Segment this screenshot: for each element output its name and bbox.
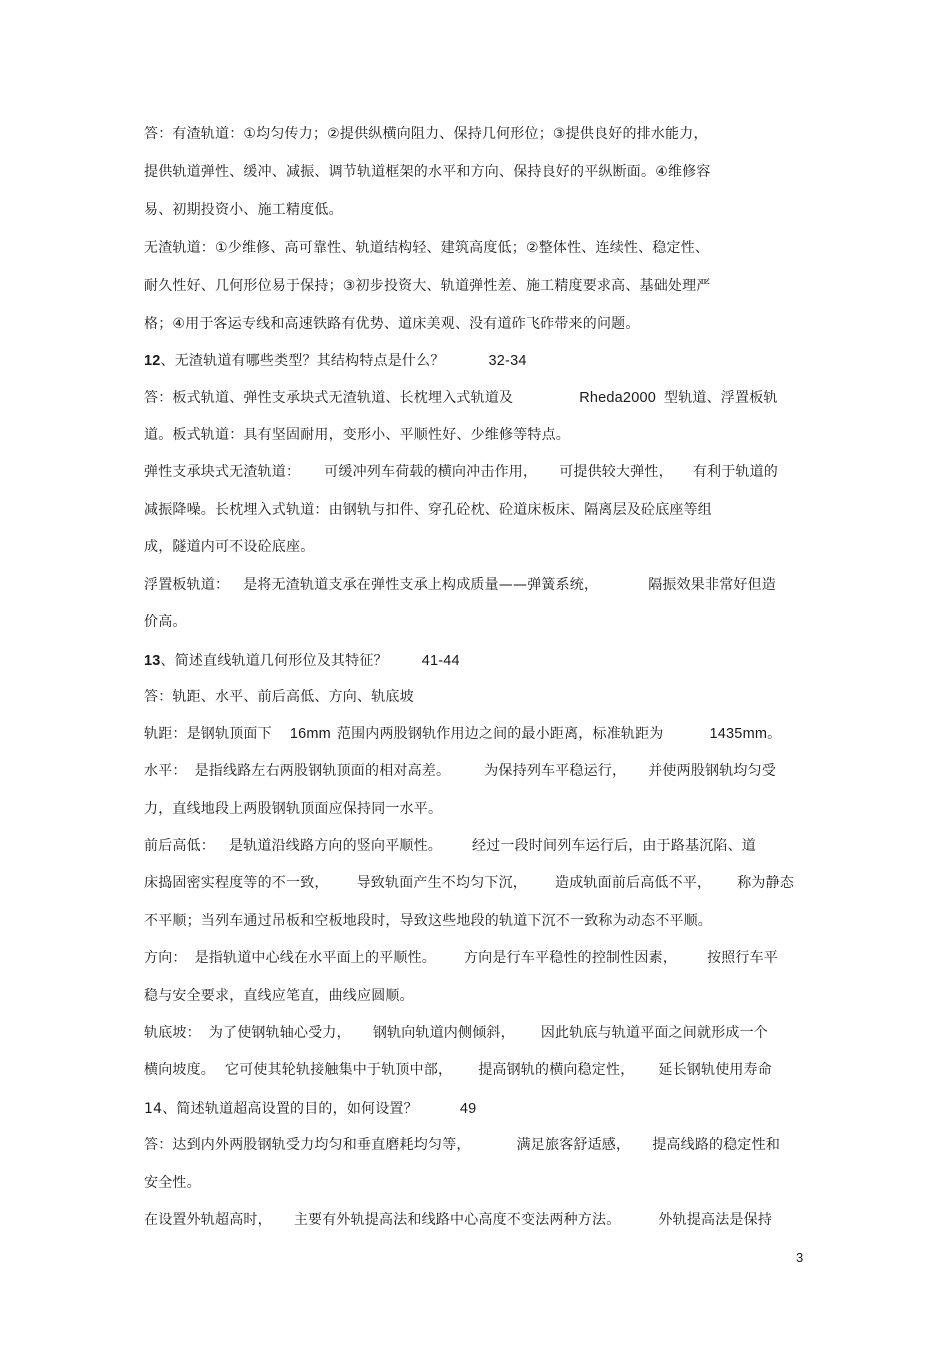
text-segment: 易、初期投资小、施工精度低。 (144, 202, 343, 218)
text-segment: 因此轨底与轨道平面之间就形成一个 (540, 1025, 769, 1041)
text-segment: 隔振效果非常好但造 (648, 577, 777, 593)
text-segment: 轨距：是钢轨顶面下 (144, 726, 272, 742)
text-segment: 是指线路左右两股钢轨顶面的相对高差。 (194, 763, 451, 779)
text-segment: 答：有渣轨道：①均匀传力；②提供纵横向阻力、保持几何形位；③提供良好的排水能力， (144, 126, 708, 142)
text-segment: 称为静态 (737, 875, 795, 891)
text-segment: 它可使其轮轨接触集中于轨顶中部， (225, 1062, 453, 1078)
text-segment: Rheda2000 (579, 390, 656, 406)
question-text: 、无渣轨道有哪些类型？其结构特点是什么？ (160, 353, 445, 369)
text-line (144, 161, 711, 183)
text-segment: 提高线路的稳定性和 (652, 1137, 781, 1153)
text-segment: 提高钢轨的横向稳定性， (478, 1062, 635, 1078)
text-segment: 可提供较大弹性， (559, 464, 673, 480)
text-segment: 1435mm (709, 726, 768, 742)
text-segment: 有利于轨道的 (692, 464, 779, 480)
text-segment: 为了使钢轨轴心受力， (208, 1025, 351, 1041)
text-segment: 耐久性好、几何形位易于保持；③初步投资大、轨道弹性差、施工精度要求高、基础处理严 (144, 278, 711, 294)
question-text: 、简述直线轨道几何形位及其特征？ (160, 653, 388, 669)
text-segment: 成，隧道内可不设砼底座。 (144, 539, 315, 555)
text-line (144, 275, 711, 297)
text-line (144, 611, 187, 633)
text-segment: 外轨提高法是保持 (658, 1212, 773, 1228)
text-segment: 延长钢轨使用寿命 (658, 1062, 773, 1078)
text-segment: 不平顺；当列车通过吊板和空板地段时，导致这些地段的轨道下沉不一致称为动态不平顺。 (144, 913, 712, 929)
text-line (144, 723, 781, 745)
text-line (144, 199, 343, 221)
page-reference: 41-44 (421, 653, 460, 669)
text-segment: 是轨道沿线路方向的竖向平顺性。 (229, 838, 442, 854)
text-segment: 床捣固密实程度等的不一致， (144, 875, 329, 891)
text-line (144, 835, 756, 857)
text-segment: 稳与安全要求，直线应笔直，曲线应圆顺。 (144, 988, 414, 1004)
page-number: 3 (796, 1250, 804, 1265)
text-segment: 主要有外轨提高法和线路中心高度不变法两种方法。 (293, 1212, 621, 1228)
page-reference: 32-34 (488, 353, 527, 369)
text-line (144, 461, 778, 483)
text-line (144, 313, 640, 335)
text-line (144, 686, 414, 708)
text-segment: 造成轨面前后高低不平， (555, 875, 712, 891)
text-segment: 前后高低： (144, 838, 215, 854)
text-segment: 道。板式轨道：具有坚固耐用，变形小、平顺性好、少维修等特点。 (144, 427, 570, 443)
text-segment: 导致轨面产生不均匀下沉， (356, 875, 528, 891)
text-line (144, 1022, 768, 1044)
text-segment: 弹性支承块式无渣轨道： (144, 464, 301, 480)
text-line (144, 1209, 772, 1231)
text-line (144, 947, 778, 969)
text-segment: 轨底坡： (144, 1025, 201, 1041)
text-segment: 范围内两股钢轨作用边之间的最小距离，标准轨距为 (336, 726, 664, 742)
text-segment: 浮置板轨道： (144, 577, 230, 593)
text-line (144, 760, 776, 782)
text-segment: 在设置外轨超高时， (144, 1212, 272, 1228)
text-segment: 是将无渣轨道支承在弹性支承上构成质量——弹簧系统， (243, 577, 599, 593)
question-text: 14、简述轨道超高设置的目的，如何设置？ (144, 1101, 418, 1117)
text-segment: 满足旅客舒适感， (516, 1137, 631, 1153)
text-line (144, 424, 570, 446)
text-segment: 答：轨距、水平、前后高低、方向、轨底坡 (144, 689, 414, 705)
text-segment: 型轨道、浮置板轨 (664, 390, 778, 406)
text-line (144, 985, 414, 1007)
page-reference: 49 (459, 1101, 477, 1117)
text-segment: 并使两股钢轨均匀受 (648, 763, 777, 779)
question-number: 12 (144, 353, 161, 369)
text-segment: 无渣轨道：①少维修、高可靠性、轨道结构轻、建筑高度低；②整体性、连续性、稳定性、 (144, 240, 710, 256)
text-segment: 答：板式轨道、弹性支承块式无渣轨道、长枕埋入式轨道及 (144, 390, 514, 406)
text-segment: 钢轨向轨道内侧倾斜， (372, 1025, 515, 1041)
text-line (144, 574, 776, 596)
text-segment: 是指轨道中心线在水平面上的平顺性。 (194, 950, 437, 966)
text-line (144, 1172, 201, 1194)
text-segment: 提供轨道弹性、缓冲、减振、调节轨道框架的水平和方向、保持良好的平纵断面。④维修容 (144, 164, 711, 180)
text-line (144, 123, 708, 145)
text-segment: 减振降噪。长枕埋入式轨道：由钢轨与扣件、穿孔砼枕、砼道床板床、隔离层及砼底座等组 (144, 502, 712, 518)
text-segment: 可缓冲列车荷载的横向冲击作用， (324, 464, 538, 480)
question-number: 13 (144, 653, 161, 669)
text-line (144, 872, 794, 894)
question-heading (144, 650, 460, 672)
text-line (144, 237, 709, 259)
text-segment: 。 (767, 726, 782, 742)
text-segment: 为保持列车平稳运行， (484, 763, 627, 779)
text-segment: 方向： (144, 950, 187, 966)
text-line (144, 798, 442, 820)
text-segment: 经过一段时间列车运行后，由于路基沉陷、道 (472, 838, 756, 854)
text-line (144, 387, 778, 409)
text-segment: 答：达到内外两股钢轨受力均匀和垂直磨耗均匀等， (144, 1137, 471, 1153)
text-segment: 方向是行车平稳性的控制性因素， (464, 950, 678, 966)
text-segment: 16mm (289, 726, 331, 742)
text-segment: 价高。 (144, 614, 187, 630)
text-segment: 格；④用于客运专线和高速铁路有优势、道床美观、没有道砟飞砟带来的问题。 (144, 316, 640, 332)
text-segment: 安全性。 (144, 1175, 201, 1191)
text-segment: 力，直线地段上两股钢轨顶面应保持同一水平。 (144, 801, 443, 817)
text-line (144, 1134, 780, 1156)
text-line (144, 536, 314, 558)
text-segment: 水平： (144, 763, 187, 779)
text-line (144, 499, 712, 521)
text-segment: 横向坡度。 (144, 1062, 215, 1078)
text-segment: 按照行车平 (707, 950, 779, 966)
question-heading (144, 350, 527, 372)
text-line (144, 1059, 772, 1081)
question-heading (144, 1098, 476, 1120)
text-line (144, 910, 712, 932)
